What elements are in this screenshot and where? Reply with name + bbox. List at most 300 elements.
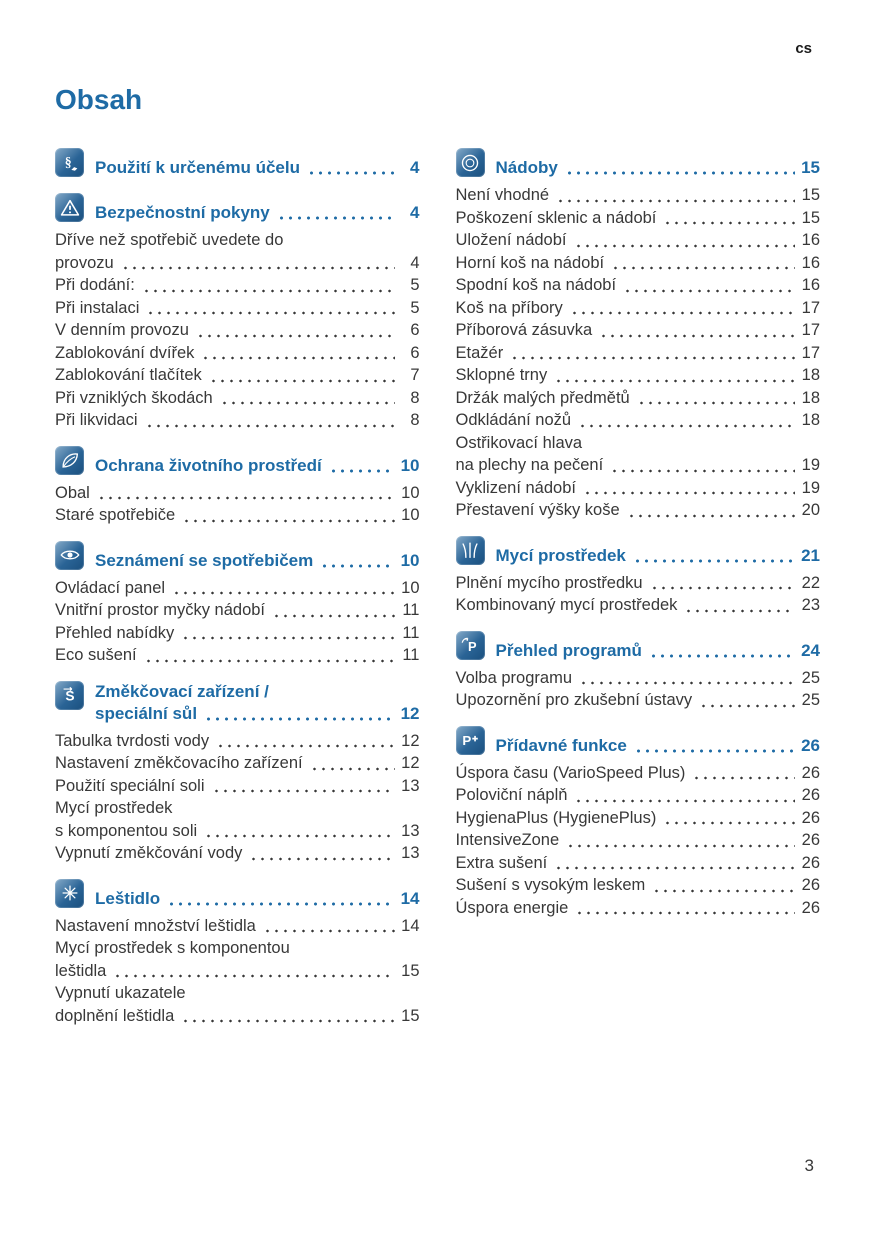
entry-row [456, 762, 821, 785]
entry-row [456, 252, 821, 275]
section-heading [55, 148, 420, 179]
section-label: Seznámení se spotřebičem [95, 550, 314, 570]
entry-row [456, 852, 821, 875]
entry-label: Zablokování dvířek [55, 343, 195, 362]
toc-columns [55, 148, 820, 1041]
section-page: 4 [410, 158, 420, 177]
entry-label: s komponentou soli [55, 821, 198, 840]
entry-label: Etažér [455, 343, 504, 362]
entry-row [55, 252, 420, 275]
dot-leader [318, 559, 394, 572]
entry-label: Příborová zásuvka [455, 321, 593, 339]
dot-leader [218, 396, 395, 409]
section-heading [55, 193, 420, 224]
entry-label: Při instalaci [55, 298, 140, 317]
toc-entry [55, 982, 420, 1027]
toc-entry [456, 432, 821, 477]
entry-label: Při likvidaci [55, 411, 138, 429]
entry-page: 16 [801, 276, 820, 294]
entry-label: Nastavení změkčovacího zařízení [55, 754, 303, 772]
entry-page: 19 [801, 478, 820, 497]
entry-page: 12 [401, 754, 420, 772]
entry-page: 14 [401, 916, 420, 935]
toc-section [55, 148, 420, 179]
entry-page: 10 [401, 578, 420, 597]
toc-entry [456, 784, 821, 807]
toc-entry [456, 594, 821, 617]
dot-leader [308, 762, 395, 775]
section-heading [456, 536, 821, 567]
section-label: Nádoby [495, 158, 558, 177]
entry-page: 16 [801, 231, 820, 249]
section-heading [456, 148, 821, 179]
svg-text:S: S [64, 688, 75, 704]
entry-row [456, 874, 821, 897]
section-page: 12 [400, 703, 420, 723]
section-label: Ochrana životního prostředí [95, 455, 322, 475]
dot-leader [210, 784, 395, 797]
entry-page: 22 [801, 573, 820, 592]
toc-entry [456, 252, 821, 275]
toc-entry [55, 775, 420, 798]
entry-page: 25 [801, 668, 820, 687]
entry-label: Ovládací panel [55, 578, 166, 597]
dot-leader [572, 794, 795, 807]
entry-page: 12 [401, 731, 420, 750]
section-row [95, 157, 420, 179]
entry-page: 26 [801, 876, 820, 894]
dot-leader [199, 351, 394, 364]
dot-leader [305, 166, 395, 179]
entry-label: Při dodání: [55, 276, 135, 294]
entry-page: 19 [801, 456, 820, 474]
entry-row [55, 775, 420, 798]
toc-entry [55, 482, 420, 505]
entry-page: 26 [801, 786, 820, 804]
entry-row [456, 297, 821, 320]
dot-leader [576, 419, 795, 432]
entry-row [456, 594, 821, 617]
dot-leader [142, 654, 395, 667]
entry-row [55, 274, 420, 297]
entry-row [456, 274, 821, 297]
section-heading [55, 446, 420, 477]
toc-entry [456, 184, 821, 207]
dot-leader [690, 771, 795, 784]
toc-entry [456, 572, 821, 595]
section-label-line: Změkčovací zařízení / [95, 681, 269, 701]
dot-leader [111, 969, 394, 982]
toc-entry [456, 499, 821, 522]
toc-entry [55, 730, 420, 753]
entry-label: Uložení nádobí [455, 231, 567, 249]
toc-section [55, 681, 420, 865]
dot-leader [247, 852, 394, 865]
left-column [55, 148, 420, 1041]
entry-page: 16 [801, 253, 820, 272]
toc-section [55, 193, 420, 432]
section-row [95, 455, 420, 477]
eye-icon [55, 541, 84, 570]
entry-row [456, 364, 821, 387]
dot-leader [165, 897, 394, 910]
entry-label: Horní koš na nádobí [455, 253, 605, 272]
toc-entry [456, 829, 821, 852]
entry-label: Vnitřní prostor myčky nádobí [55, 601, 266, 619]
entry-page: 15 [401, 1006, 420, 1025]
toc-entry [456, 477, 821, 500]
section-row [95, 703, 420, 725]
section-row [496, 735, 821, 757]
section-row [496, 157, 821, 179]
entry-page: 15 [801, 186, 820, 204]
entry-page: 7 [410, 366, 420, 384]
section-heading [456, 631, 821, 662]
entry-label: Eco sušení [55, 646, 137, 664]
entry-row [55, 409, 420, 432]
softener-icon [55, 681, 84, 710]
entry-label-line: Ostřikovací hlava [455, 433, 583, 452]
entry-row [55, 577, 420, 600]
entry-label: Není vhodné [455, 186, 550, 204]
entry-page: 18 [801, 388, 820, 407]
entry-label: na plechy na pečení [455, 456, 604, 474]
section-label: Mycí prostředek [495, 545, 626, 565]
rinse-aid-icon [55, 879, 84, 908]
dot-leader [597, 329, 795, 342]
section-row [496, 640, 821, 662]
dot-leader [508, 351, 795, 364]
toc-section [456, 536, 821, 617]
section-row [95, 888, 420, 910]
entry-row [55, 915, 420, 938]
toc-entry [456, 207, 821, 230]
page-title: Obsah [55, 84, 143, 115]
entry-row [456, 667, 821, 690]
entry-label: Vyklizení nádobí [455, 478, 576, 497]
entry-label: Poloviční náplň [455, 786, 568, 804]
dot-leader [207, 374, 395, 387]
dot-leader [661, 216, 795, 229]
entry-row [456, 229, 821, 252]
toc-entry [55, 644, 420, 667]
section-heading [55, 541, 420, 572]
dot-leader [179, 1014, 394, 1027]
section-row [95, 550, 420, 572]
entry-row [55, 342, 420, 365]
dot-leader [632, 744, 795, 757]
entry-page: 18 [801, 366, 820, 384]
entry-page: 11 [402, 601, 420, 619]
entry-label: Kombinovaný mycí prostředek [455, 596, 678, 614]
entry-page: 17 [801, 343, 820, 362]
toc-entry [456, 297, 821, 320]
section-label: Použití k určenému účelu [95, 158, 300, 177]
dot-leader [564, 839, 795, 852]
toc-entry [55, 364, 420, 387]
entry-page: 26 [801, 853, 820, 872]
entry-page: 11 [402, 623, 420, 642]
section-row [496, 545, 821, 567]
toc-entry [456, 364, 821, 387]
toc-entry [456, 229, 821, 252]
dot-leader [214, 739, 394, 752]
dot-leader [554, 194, 795, 207]
entry-page: 11 [402, 646, 420, 664]
entry-page: 5 [410, 276, 420, 294]
entry-label-line: Mycí prostředek [55, 799, 173, 817]
entry-label-line: Vypnutí ukazatele [55, 984, 186, 1002]
entry-row [55, 504, 420, 527]
entry-label: Staré spotřebiče [55, 506, 176, 524]
dot-leader [608, 464, 795, 477]
entry-label: Úspora energie [455, 898, 569, 917]
entry-page: 17 [801, 298, 820, 317]
entry-label: Upozornění pro zkušební ústavy [455, 691, 693, 709]
entry-row [456, 207, 821, 230]
entry-label: Spodní koš na nádobí [455, 276, 617, 294]
entry-row [55, 960, 420, 983]
dot-leader [581, 486, 795, 499]
toc-entry [456, 342, 821, 365]
entry-page: 15 [401, 961, 420, 980]
dot-leader [682, 604, 795, 617]
entry-row [456, 184, 821, 207]
toc-entry [456, 689, 821, 712]
section-page: 4 [410, 203, 420, 222]
entry-page: 8 [410, 388, 420, 407]
language-code: cs [795, 40, 812, 57]
dot-leader [95, 491, 395, 504]
toc-entry [456, 387, 821, 410]
toc-entry [55, 842, 420, 865]
entry-page: 13 [401, 844, 420, 862]
entry-row [456, 572, 821, 595]
dot-leader [275, 211, 395, 224]
dot-leader [180, 514, 394, 527]
page-number: 3 [804, 1156, 814, 1175]
entry-page: 18 [801, 411, 820, 429]
entry-row [55, 387, 420, 410]
entry-label: HygienaPlus (HygienePlus) [455, 808, 657, 827]
paragraph-hand-icon [55, 148, 84, 177]
svg-text:P: P [468, 638, 477, 654]
section-page: 14 [400, 888, 420, 908]
toc-entry [456, 409, 821, 432]
entry-row [55, 482, 420, 505]
dot-leader [650, 884, 795, 897]
entry-page: 23 [801, 596, 820, 614]
entry-page: 6 [410, 343, 420, 362]
entry-label: V denním provozu [55, 321, 189, 339]
entry-page: 8 [410, 411, 420, 429]
toc-section [456, 148, 821, 522]
dot-leader [327, 464, 395, 477]
toc-section [456, 631, 821, 712]
entry-page: 26 [801, 898, 820, 917]
toc-entry [456, 807, 821, 830]
entry-row [456, 409, 821, 432]
section-label: Přehled programů [495, 640, 642, 660]
entry-label: Sklopné trny [455, 366, 548, 384]
entry-row [456, 897, 821, 920]
entry-label: Zablokování tlačítek [55, 366, 202, 384]
entry-label: leštidla [55, 961, 107, 980]
dot-leader [631, 554, 795, 567]
dot-leader [621, 284, 795, 297]
dot-leader [270, 609, 394, 622]
dot-leader [202, 712, 394, 725]
programs-icon [456, 631, 485, 660]
entry-label: Použití speciální soli [55, 776, 205, 795]
entry-row [55, 622, 420, 645]
section-label: Bezpečnostní pokyny [95, 203, 270, 222]
toc-entry [456, 319, 821, 342]
entry-label: Koš na příbory [455, 298, 563, 317]
toc-entry [55, 504, 420, 527]
toc-entry [456, 852, 821, 875]
dot-leader [202, 829, 394, 842]
dot-leader [179, 631, 394, 644]
entry-page: 6 [410, 321, 420, 339]
dot-leader [635, 396, 795, 409]
dot-leader [261, 924, 395, 937]
dot-leader [573, 906, 795, 919]
dot-leader [647, 649, 795, 662]
dot-leader [625, 509, 795, 522]
entry-row [456, 342, 821, 365]
entry-row [456, 319, 821, 342]
entry-row [55, 752, 420, 775]
dot-leader [572, 239, 796, 252]
detergent-icon [456, 536, 485, 565]
toc-entry [456, 897, 821, 920]
entry-row [456, 477, 821, 500]
entry-page: 4 [410, 253, 420, 272]
toc-section [55, 541, 420, 667]
warning-icon [55, 193, 84, 222]
entry-label: Poškození sklenic a nádobí [455, 208, 657, 227]
section-page: 10 [400, 455, 420, 475]
dot-leader [568, 306, 795, 319]
entry-row [456, 784, 821, 807]
entry-page: 26 [801, 763, 820, 782]
toc-entry [55, 797, 420, 842]
toc-entry [456, 874, 821, 897]
toc-entry [55, 599, 420, 622]
entry-label-line: Dříve než spotřebič uvedete do [55, 231, 284, 249]
toc-section [456, 726, 821, 920]
toc-entry [55, 229, 420, 274]
entry-label: Odkládání nožů [455, 411, 572, 429]
entry-page: 25 [801, 691, 820, 709]
dot-leader [144, 306, 394, 319]
entry-page: 17 [801, 321, 820, 339]
section-page: 24 [801, 640, 820, 660]
dot-leader [577, 676, 795, 689]
entry-row [456, 689, 821, 712]
entry-row [456, 829, 821, 852]
entry-row [55, 1005, 420, 1028]
section-heading [456, 726, 821, 757]
toc-entry [456, 667, 821, 690]
section-page: 10 [400, 550, 420, 570]
environment-icon [55, 446, 84, 475]
toc-entry [55, 387, 420, 410]
section-page: 26 [801, 735, 820, 755]
section-heading [55, 879, 420, 910]
entry-label: Přehled nabídky [55, 623, 175, 642]
svg-text:P: P [462, 733, 472, 749]
dot-leader [609, 261, 795, 274]
dot-leader [697, 699, 795, 712]
entry-page: 5 [410, 298, 420, 317]
toc-entry [55, 409, 420, 432]
entry-page: 10 [401, 506, 420, 524]
entry-row [55, 842, 420, 865]
entry-row [55, 730, 420, 753]
entry-page: 26 [801, 808, 820, 827]
entry-row [55, 644, 420, 667]
entry-label: Úspora času (VarioSpeed Plus) [455, 763, 686, 782]
svg-text:§: § [64, 154, 72, 170]
dot-leader [170, 586, 394, 599]
entry-label: IntensiveZone [455, 831, 560, 849]
dot-leader [194, 329, 395, 342]
entry-row [456, 807, 821, 830]
toc-entry [55, 297, 420, 320]
toc-entry [55, 319, 420, 342]
extra-functions-icon [456, 726, 485, 755]
dot-leader [140, 284, 395, 297]
toc-entry [55, 915, 420, 938]
section-label: Přídavné funkce [495, 735, 627, 755]
dishes-icon [456, 148, 485, 177]
entry-label: Tabulka tvrdosti vody [55, 731, 210, 750]
entry-row [55, 364, 420, 387]
entry-page: 13 [401, 821, 420, 840]
section-page: 15 [801, 158, 820, 177]
toc-entry [456, 274, 821, 297]
entry-row [456, 499, 821, 522]
entry-label: Vypnutí změkčování vody [55, 844, 243, 862]
entry-row [55, 599, 420, 622]
entry-row [55, 297, 420, 320]
entry-label: Volba programu [455, 668, 572, 687]
entry-label: Obal [55, 483, 90, 502]
entry-label: Při vzniklých škodách [55, 388, 213, 407]
toc-entry [55, 274, 420, 297]
toc-entry [55, 622, 420, 645]
dot-leader [552, 861, 795, 874]
entry-label: Držák malých předmětů [455, 388, 630, 407]
entry-row [456, 387, 821, 410]
section-row [95, 202, 420, 224]
section-page: 21 [801, 545, 820, 565]
entry-row [55, 319, 420, 342]
toc-entry [456, 762, 821, 785]
entry-label: Extra sušení [455, 853, 548, 872]
section-heading [55, 681, 420, 725]
right-column [456, 148, 821, 1041]
dot-leader [552, 374, 795, 387]
entry-label-line: Mycí prostředek s komponentou [55, 939, 290, 957]
entry-page: 20 [801, 501, 820, 519]
toc-entry [55, 577, 420, 600]
dot-leader [119, 261, 395, 274]
dot-leader [661, 816, 795, 829]
toc-entry [55, 752, 420, 775]
